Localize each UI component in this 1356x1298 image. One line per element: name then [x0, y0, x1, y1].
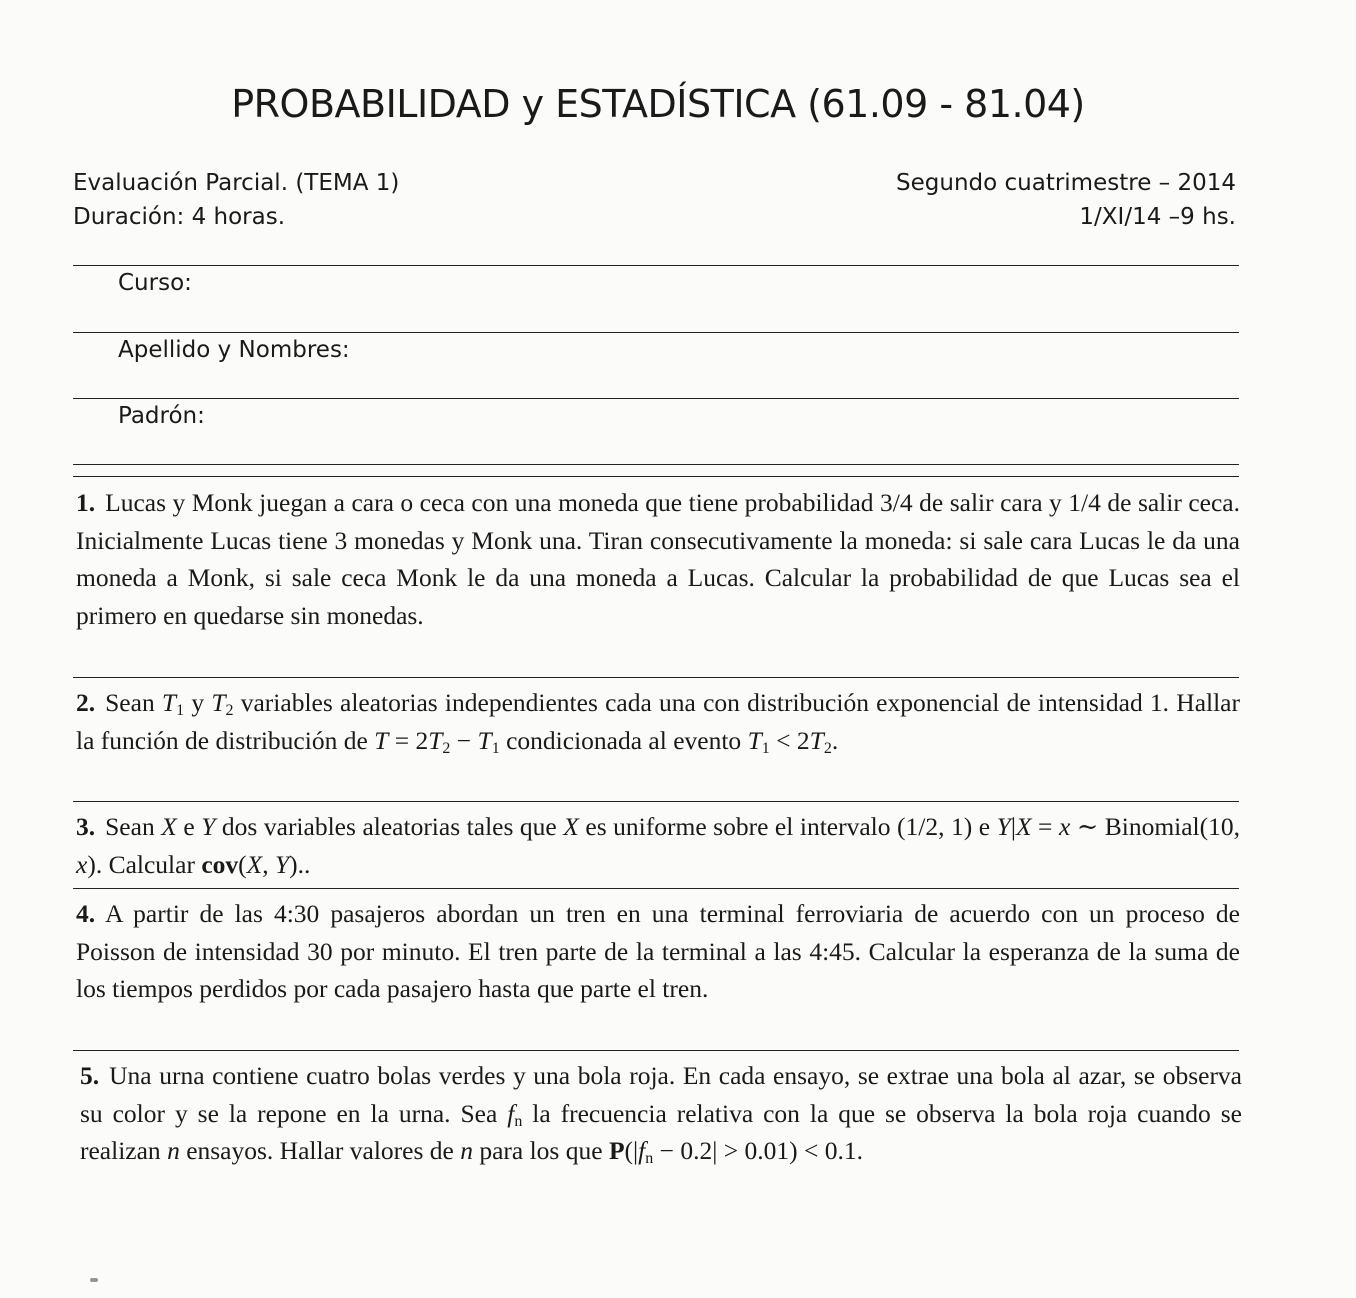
math-var: T	[161, 688, 177, 717]
problem-3	[76, 808, 1240, 883]
problem-text: Una urna contiene cuatro bolas verdes y una bola roja. En cada ensayo, se extrae una bola al azar, se observa su color y se la repone en la urna. Sea	[80, 1061, 1242, 1128]
math-operator: cov	[201, 849, 239, 879]
math-op: ,	[262, 849, 275, 879]
divider	[73, 476, 1239, 477]
exam-info-right	[896, 166, 1236, 234]
problem-number: 2.	[76, 688, 96, 717]
problem-1	[76, 484, 1240, 634]
math-sub: 2	[823, 739, 832, 757]
math-op: =	[1031, 812, 1059, 841]
problem-text: ensayos. Hallar valores de	[179, 1136, 461, 1165]
math-var: X	[161, 812, 177, 841]
math-op: −	[450, 725, 478, 755]
problem-text: condicionada al evento	[499, 725, 748, 755]
math-sub: n	[645, 1150, 654, 1167]
page-title: PROBABILIDAD y ESTADÍSTICA (61.09 - 81.04)	[231, 82, 1085, 126]
math-var: T	[809, 725, 824, 755]
problem-text: Lucas y Monk juegan a cara o ceca con una moneda que tiene probabilidad 3/4 de salir cara y 1/4 de salir ceca. Inicialmente Lucas tiene 3 monedas y Monk una. Tiran consecutivamente la moneda: si sale cara Lucas le da una moneda a Monk, si sale ceca Monk le da una moneda a Lucas. Calcular la probabilidad de que Lucas sea el primero en quedarse sin monedas.	[76, 488, 1240, 630]
problem-text: variables aleatorias independientes cada una con distribución exponencial de intensidad 1. Hallar la función de distribución de	[76, 688, 1240, 755]
exam-type: Evaluación Parcial. (TEMA 1)	[73, 170, 400, 196]
math-var: T	[374, 725, 389, 755]
problem-text: ). Calcular	[87, 849, 202, 879]
problem-text: )..	[289, 849, 311, 879]
divider	[73, 265, 1239, 266]
divider	[73, 1050, 1239, 1051]
problem-text: es uniforme sobre el intervalo (1/2, 1) e	[578, 812, 997, 841]
math-operator: P	[608, 1136, 625, 1165]
math-var: T	[211, 688, 226, 717]
problem-number: 4.	[76, 899, 96, 928]
divider	[73, 801, 1239, 802]
exam-info-left	[73, 166, 399, 234]
math-op: |	[1010, 812, 1016, 841]
name-field-label: Apellido y Nombres:	[118, 337, 350, 363]
math-op: (|	[624, 1136, 639, 1165]
divider	[73, 464, 1239, 465]
problem-5	[80, 1057, 1242, 1170]
math-var: n	[167, 1136, 180, 1165]
math-var: T	[747, 725, 762, 755]
problem-text: para los que	[472, 1136, 609, 1165]
math-var: Y	[201, 812, 216, 841]
problem-text: A partir de las 4:30 pasajeros abordan un tren en una terminal ferroviaria de acuerdo con un proceso de Poisson de intensidad 30 por minuto. El tren parte de la terminal a las 4:45. Calcular la esperanza de la suma de los tiempos perdidos por cada pasajero hasta que parte el tren.	[76, 899, 1240, 1003]
scan-speck	[90, 1278, 98, 1282]
divider	[73, 398, 1239, 399]
problem-2	[76, 684, 1240, 759]
math-var: Y	[996, 812, 1011, 841]
math-sub: 1	[761, 739, 770, 757]
problem-text: la frecuencia relativa con la que se observa la bola roja cuando se realizan	[80, 1098, 1242, 1165]
math-sub: n	[514, 1112, 523, 1130]
problem-4	[76, 895, 1240, 1008]
problem-number: 5.	[80, 1061, 100, 1090]
problem-text: − 0.2| > 0.01) < 0.1.	[653, 1136, 863, 1165]
exam-duration: Duración: 4 horas.	[73, 204, 286, 230]
problem-text: e	[176, 812, 202, 841]
math-var: x	[1058, 812, 1071, 841]
math-var: f	[638, 1136, 646, 1165]
math-var: n	[460, 1136, 473, 1165]
problem-text: Sean	[105, 812, 162, 841]
math-var: X	[1015, 812, 1032, 841]
problem-text: Sean	[105, 688, 162, 717]
math-sub: 1	[176, 702, 185, 719]
math-sub: 2	[442, 739, 451, 757]
math-op: = 2	[388, 725, 429, 755]
id-field-label: Padrón:	[118, 403, 205, 429]
math-var: x	[76, 849, 88, 879]
problem-text: dos variables aleatorias tales que	[215, 812, 564, 841]
math-var: T	[428, 725, 443, 755]
math-sub: 1	[491, 739, 500, 757]
math-sub: 2	[225, 702, 234, 719]
divider	[73, 332, 1239, 333]
divider	[73, 888, 1239, 889]
problem-text: ∼ Binomial(10,	[1070, 812, 1241, 841]
math-op: (	[238, 849, 247, 879]
math-var: X	[246, 849, 263, 879]
problem-number: 1.	[76, 488, 96, 517]
divider	[73, 677, 1239, 678]
course-field-label: Curso:	[118, 270, 192, 296]
math-var: T	[477, 725, 492, 755]
problem-text: .	[831, 725, 839, 755]
exam-term: Segundo cuatrimestre – 2014	[896, 170, 1236, 196]
problem-text: y	[184, 688, 212, 717]
math-var: X	[563, 812, 579, 841]
math-var: f	[507, 1098, 515, 1128]
exam-date-time: 1/XI/14 –9 hs.	[1079, 204, 1236, 230]
problem-number: 3.	[76, 812, 96, 841]
math-var: Y	[274, 849, 290, 879]
math-op: < 2	[769, 725, 810, 755]
